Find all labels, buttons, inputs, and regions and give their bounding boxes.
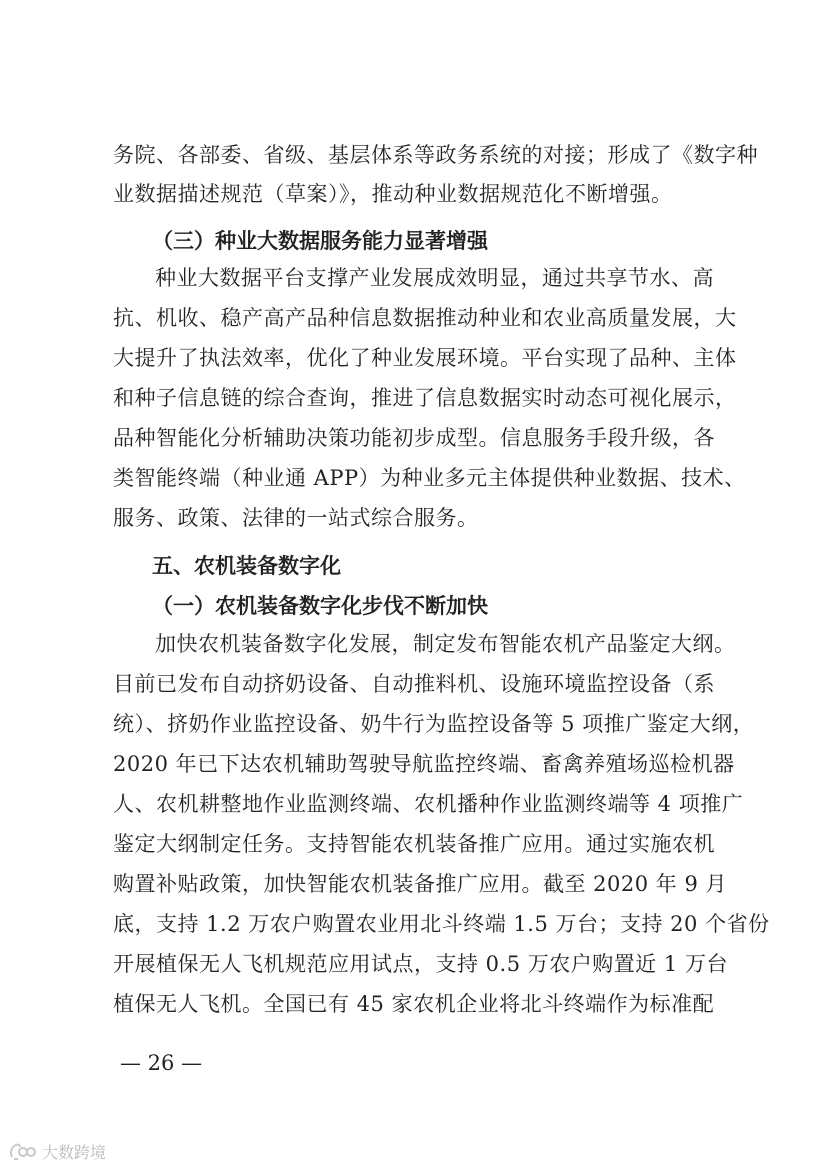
- paragraph-line: 和种子信息链的综合查询，推进了信息数据实时动态可视化展示，: [113, 386, 737, 410]
- paragraph-line: 品种智能化分析辅助决策功能初步成型。信息服务手段升级，各: [113, 426, 715, 450]
- watermark: [8, 1140, 106, 1163]
- paragraph-line: 种业大数据平台支撑产业发展成效明显，通过共享节水、高: [155, 266, 714, 290]
- watermark-text: 大数跨境: [42, 1143, 107, 1162]
- chapter-heading: 五、农机装备数字化: [152, 554, 341, 578]
- paragraph-line: 鉴定大纲制定任务。支持智能农机装备推广应用。通过实施农机: [113, 832, 715, 856]
- paragraph-line: 购置补贴政策，加快智能农机装备推广应用。截至 2020 年 9 月: [113, 872, 728, 896]
- logo-icon: [8, 1141, 38, 1163]
- section-heading: （三）种业大数据服务能力显著增强: [152, 229, 488, 253]
- paragraph-line: 服务、政策、法律的一站式综合服务。: [113, 506, 479, 530]
- paragraph-line: 开展植保无人飞机规范应用试点，支持 0.5 万农户购置近 1 万台: [113, 952, 728, 976]
- paragraph-line: 2020 年已下达农机辅助驾驶导航监控终端、畜禽养殖场巡检机器: [113, 752, 735, 776]
- paragraph-line: 务院、各部委、省级、基层体系等政务系统的对接；形成了《数字种: [113, 143, 758, 167]
- paragraph-line: 加快农机装备数字化发展，制定发布智能农机产品鉴定大纲。: [155, 632, 736, 656]
- paragraph-line: 植保无人飞机。全国已有 45 家农机企业将北斗终端作为标准配: [113, 992, 715, 1016]
- paragraph-line: 目前已发布自动挤奶设备、自动推料机、设施环境监控设备（系: [113, 672, 715, 696]
- paragraph-line: 底，支持 1.2 万农户购置农业用北斗终端 1.5 万台；支持 20 个省份: [113, 912, 770, 936]
- paragraph-line: 人、农机耕整地作业监测终端、农机播种作业监测终端等 4 项推广: [113, 792, 744, 816]
- paragraph-line: 统）、挤奶作业监控设备、奶牛行为监控设备等 5 项推广鉴定大纲，: [113, 712, 755, 736]
- paragraph-line: 大提升了执法效率，优化了种业发展环境。平台实现了品种、主体: [113, 346, 737, 370]
- paragraph-line: 业数据描述规范（草案）》，推动种业数据规范化不断增强。: [113, 182, 673, 206]
- section-heading: （一）农机装备数字化步伐不断加快: [152, 594, 488, 618]
- paragraph-line: 类智能终端（种业通 APP）为种业多元主体提供种业数据、技术、: [113, 466, 746, 490]
- paragraph-line: 抗、机收、稳产高产品种信息数据推动种业和农业高质量发展，大: [113, 306, 737, 330]
- page-number: — 26 —: [120, 1051, 203, 1075]
